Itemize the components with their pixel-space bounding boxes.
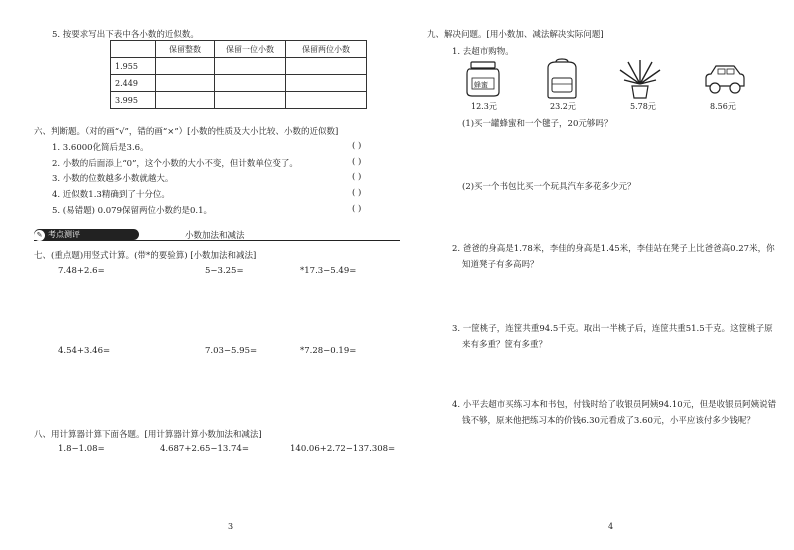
calc-item: 5−3.25= (205, 266, 244, 276)
calc-item: 7.48+2.6= (58, 266, 105, 276)
answer-paren[interactable]: ( ) (352, 141, 362, 151)
answer-paren[interactable]: ( ) (352, 204, 362, 214)
product-price: 23.2元 (550, 102, 576, 111)
q5-title: 5. 按要求写出下表中各小数的近似数。 (52, 30, 199, 40)
section-topic: 小数加法和减法 (185, 231, 245, 241)
table-row (111, 92, 367, 109)
answer-cell[interactable] (286, 58, 367, 75)
table-corner (111, 41, 156, 58)
answer-cell[interactable] (215, 58, 286, 75)
answer-cell[interactable] (215, 92, 286, 109)
answer-paren[interactable]: ( ) (352, 188, 362, 198)
q6-title: 六、判断题。（对的画“√”，错的画“×”）[小数的性质及大小比较、小数的近似数] (34, 127, 339, 137)
q9-sub1b: (2)买一个书包比买一个玩具汽车多花多少元？ (462, 182, 636, 192)
page-number: 3 (228, 522, 234, 531)
section-badge (34, 229, 139, 240)
toy-car-icon (702, 62, 748, 96)
answer-cell[interactable] (156, 75, 215, 92)
table-header: 保留两位小数 (286, 41, 367, 58)
product-name: 蜂蜜 (474, 81, 488, 89)
answer-cell[interactable] (156, 92, 215, 109)
answer-paren[interactable]: ( ) (352, 157, 362, 167)
judge-item: 2. 小数的后面添上“0”，这个小数的大小不变，但计数单位变了。 (52, 159, 298, 169)
judge-item: 3. 小数的位数越多小数就越大。 (52, 174, 174, 184)
table-row (111, 75, 367, 92)
q9-problem-3: 3. 一筐桃子，连筐共重94.5千克。取出一半桃子后，连筐共重51.5千克。这筐桃子原 (452, 324, 773, 334)
q9-problem-4: 4. 小平去超市买练习本和书包，付钱时给了收银员阿姨94.10元，但是收银员阿姨说错 (452, 400, 777, 410)
q9-problem-2-cont: 知道凳子有多高吗？ (462, 260, 539, 270)
page-number: 4 (608, 522, 614, 531)
calc-item: 4.54+3.46= (58, 346, 111, 356)
answer-cell[interactable] (286, 92, 367, 109)
calc-item: *17.3−5.49= (300, 266, 357, 276)
answer-paren[interactable]: ( ) (352, 172, 362, 182)
table-cell: 2.449 (111, 75, 156, 92)
q9-title: 九、解决问题。[用小数加、减法解决实际问题] (427, 30, 604, 40)
table-cell: 1.955 (111, 58, 156, 75)
judge-item: 1. 3.6000化简后是3.6。 (52, 143, 149, 153)
calc-item: 1.8−1.08= (58, 444, 105, 454)
potted-plant-icon (618, 58, 662, 100)
answer-cell[interactable] (215, 75, 286, 92)
q7-title: 七、(重点题)用竖式计算。(带*的要验算) [小数加法和减法] (34, 251, 257, 261)
approximation-table (110, 40, 367, 109)
product-price: 5.78元 (630, 102, 656, 111)
calc-item: 4.687+2.65−13.74= (160, 444, 249, 454)
product-price: 12.3元 (471, 102, 497, 111)
section-badge-label: 考点测评 (48, 230, 80, 239)
q9-sub1: 1. 去超市购物。 (452, 47, 514, 57)
table-header: 保留一位小数 (215, 41, 286, 58)
honey-jar-icon (463, 60, 503, 98)
answer-cell[interactable] (156, 58, 215, 75)
q9-problem-4-cont: 钱不够，原来他把练习本的价钱6.30元看成了3.60元，小平应该付多少钱呢？ (462, 416, 755, 426)
table-row (111, 58, 367, 75)
q9-problem-3-cont: 来有多重？筐有多重？ (462, 340, 548, 350)
calc-item: 140.06+2.72−137.308= (290, 444, 396, 454)
calc-item: *7.28−0.19= (300, 346, 357, 356)
calc-item: 7.03−5.95= (205, 346, 258, 356)
pencil-icon: ✎ (34, 230, 45, 241)
judge-item: 4. 近似数1.3精确到了十分位。 (52, 190, 170, 200)
judge-item: 5. (易错题) 0.079保留两位小数约是0.1。 (52, 206, 212, 216)
q9-problem-2: 2. 爸爸的身高是1.78米，李佳的身高是1.45米，李佳站在凳子上比爸爸高0.27米，你 (452, 244, 775, 254)
q9-sub1a: (1)买一罐蜂蜜和一个毽子，20元够吗？ (462, 119, 613, 129)
backpack-icon (542, 58, 582, 100)
table-header: 保留整数 (156, 41, 215, 58)
product-price: 8.56元 (710, 102, 736, 111)
answer-cell[interactable] (286, 75, 367, 92)
table-cell: 3.995 (111, 92, 156, 109)
q8-title: 八、用计算器计算下面各题。[用计算器计算小数加法和减法] (34, 430, 262, 440)
